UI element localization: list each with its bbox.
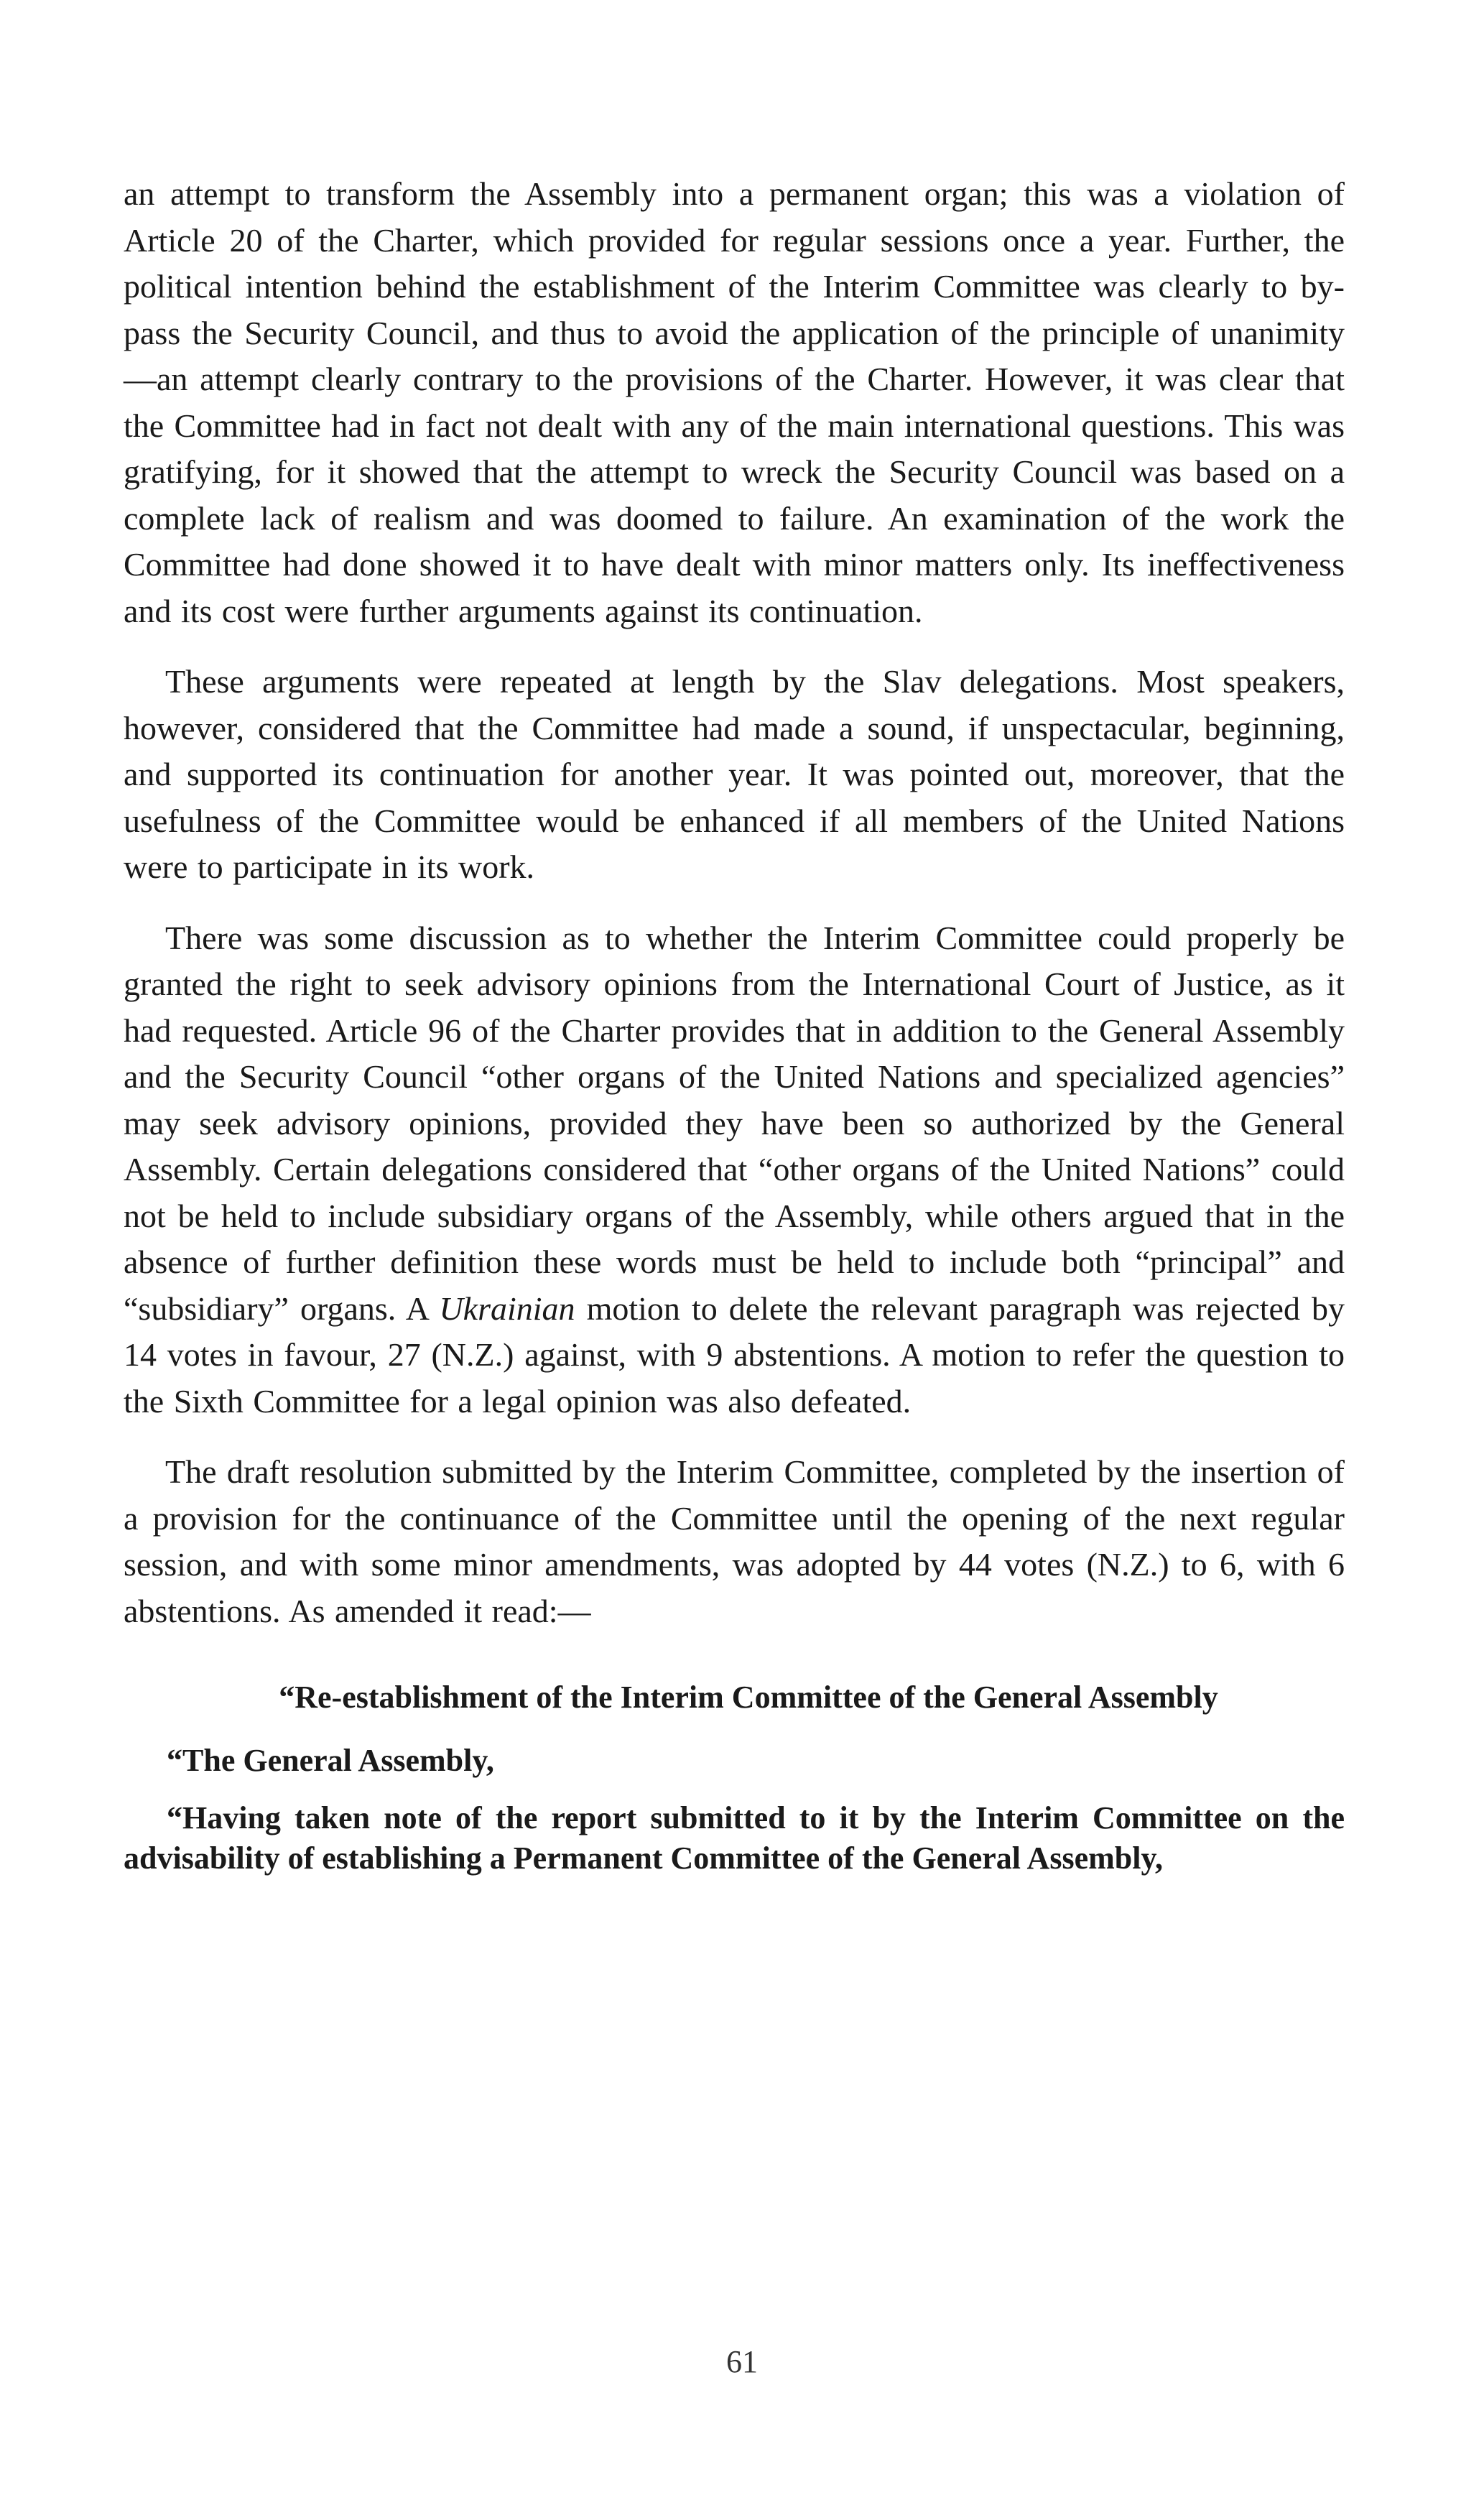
- page-body: [124, 171, 1345, 1896]
- paragraph-3: [124, 915, 1345, 1425]
- italic-term: Ukrainian: [439, 1289, 575, 1327]
- resolution-line-1: “The General Assembly,: [167, 1743, 494, 1778]
- resolution-title: “Re-establishment of the Interim Committee of the General Assembly: [279, 1680, 1218, 1715]
- paragraph-2: These arguments were repeated at length by the Slav delegations. Most speakers, however, considered that the Committee had made a sound, if unspectacular, beginning, and supported its continuation for another year. It was pointed out, moreover, that the usefulness of the Committee would be enhanced if all members of the United Nations were to participate in its work.: [124, 663, 1345, 885]
- paragraph-3-text: There was some discussion as to whether the Interim Committee could properly be granted the right to seek advisory opinions from the International Court of Justice, as it had requested. Article 96 of the Charter provides that in addition to the General Assembly and the Security Council “other organs of the United Nations and specialized agencies” may seek advisory opinions, provided they have been so authorized by the General Assembly. Certain delegations considered that “other organs of the United Nations” could not be held to include subsidiary organs of the Assembly, while others argued that in the absence of further definition these words must be held to include both “principal” and “subsidiary” organs.: [124, 919, 1345, 1327]
- paragraph-4: The draft resolution submitted by the Interim Committee, completed by the insertion of a provision for the continuance of the Committee until the opening of the next regular session, and with some minor amendments, was adopted by 44 votes (N.Z.) to 6, with 6 abstentions. As amended it read:—: [124, 1453, 1345, 1629]
- page-number: 61: [726, 2344, 758, 2379]
- paragraph-3-before-italic: A: [396, 1289, 440, 1327]
- resolution-line-2: “Having taken note of the report submitted to it by the Interim Committee on the advisability of establishing a Permanent Committee of the General Assembly,: [124, 1800, 1345, 1876]
- paragraph-1: an attempt to transform the Assembly into a permanent organ; this was a violation of Article 20 of the Charter, which provided for regular sessions once a year. Further, the political intention behind the establishment of the Interim Committee was clearly to by-pass the Security Council, and thus to avoid the application of the principle of unanimity—an attempt clearly contrary to the provisions of the Charter. However, it was clear that the Committee had in fact not dealt with any of the main international questions. This was gratifying, for it showed that the attempt to wreck the Security Council was based on a complete lack of realism and was doomed to failure. An examination of the work the Committee had done showed it to have dealt with minor matters only. Its ineffectiveness and its cost were further arguments against its continuation.: [124, 175, 1345, 629]
- paragraph-3-continuation: motion to delete the relevant paragraph was rejected by 14 votes in favour, 27 (N.Z.) against, with 9 abstentions. A motion to refer the question to the Sixth Committee for a legal opinion was also defeated.: [124, 1289, 1345, 1420]
